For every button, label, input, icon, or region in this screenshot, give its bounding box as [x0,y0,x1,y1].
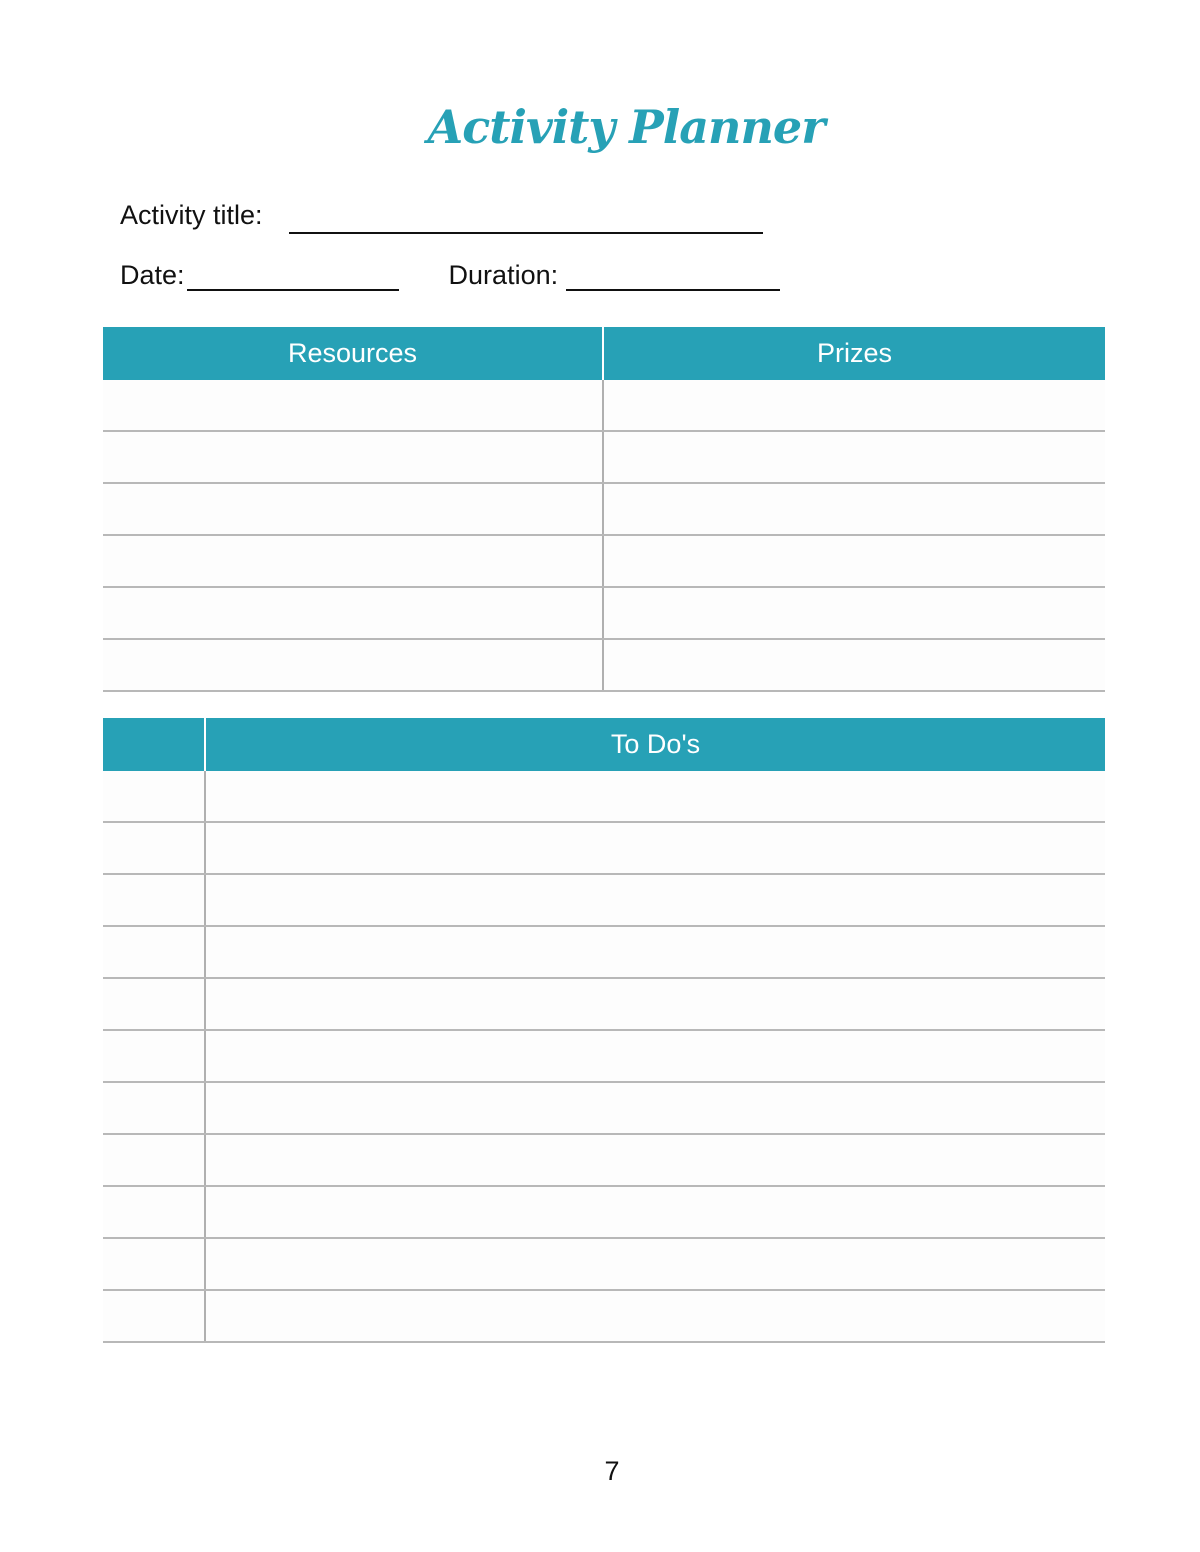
todo-task-cell[interactable] [206,1135,1105,1185]
resource-cell[interactable] [103,380,604,430]
activity-title-row [120,200,763,230]
table-row [103,484,1105,536]
todo-check-cell[interactable] [103,1291,206,1341]
todo-check-cell[interactable] [103,875,206,925]
resources-prizes-table [103,327,1105,692]
prize-cell[interactable] [604,588,1105,638]
resource-cell[interactable] [103,484,604,534]
todo-check-cell[interactable] [103,771,206,821]
resources-prizes-header [103,327,1105,380]
table-row [103,1031,1105,1083]
prizes-header: Prizes [816,338,892,368]
todo-task-cell[interactable] [206,927,1105,977]
activity-title-label: Activity title: [120,200,263,230]
table-row [103,1239,1105,1291]
todo-task-cell[interactable] [206,1239,1105,1289]
page-title: Activity Planner [427,100,825,154]
resource-cell[interactable] [103,588,604,638]
activity-title-field[interactable] [289,208,763,234]
table-row [103,823,1105,875]
page-number: 7 [604,1456,620,1486]
resources-header: Resources [103,327,604,380]
date-label: Date: [120,260,185,290]
table-row [103,1187,1105,1239]
todo-task-cell[interactable] [206,1083,1105,1133]
resource-cell[interactable] [103,640,604,690]
todo-check-cell[interactable] [103,1187,206,1237]
todo-check-cell[interactable] [103,823,206,873]
table-row [103,771,1105,823]
resources-prizes-body [103,380,1105,692]
table-row [103,1083,1105,1135]
prize-cell[interactable] [604,536,1105,586]
table-row [103,588,1105,640]
table-row [103,1135,1105,1187]
prize-cell[interactable] [604,432,1105,482]
table-row [103,875,1105,927]
todo-check-cell[interactable] [103,1135,206,1185]
date-field[interactable] [187,265,399,291]
resource-cell[interactable] [103,536,604,586]
todo-task-cell[interactable] [206,875,1105,925]
table-row [103,979,1105,1031]
todo-task-cell[interactable] [206,1031,1105,1081]
todo-check-cell[interactable] [103,1031,206,1081]
todo-task-cell[interactable] [206,1187,1105,1237]
duration-field[interactable] [566,265,780,291]
table-row [103,380,1105,432]
prize-cell[interactable] [604,380,1105,430]
table-row [103,432,1105,484]
date-duration-row [120,260,780,290]
todo-task-header: To Do's [610,729,701,759]
todo-table [103,718,1105,1343]
todo-check-cell[interactable] [103,1083,206,1133]
prize-cell[interactable] [604,640,1105,690]
todo-check-header [103,718,206,771]
table-row [103,536,1105,588]
todo-header [103,718,1105,771]
prize-cell[interactable] [604,484,1105,534]
todo-task-cell[interactable] [206,823,1105,873]
todo-task-cell[interactable] [206,979,1105,1029]
resource-cell[interactable] [103,432,604,482]
table-row [103,640,1105,692]
todo-task-cell[interactable] [206,771,1105,821]
todo-check-cell[interactable] [103,927,206,977]
duration-label: Duration: [448,260,559,290]
todo-check-cell[interactable] [103,979,206,1029]
todo-body [103,771,1105,1343]
todo-task-cell[interactable] [206,1291,1105,1341]
table-row [103,927,1105,979]
todo-check-cell[interactable] [103,1239,206,1289]
table-row [103,1291,1105,1343]
